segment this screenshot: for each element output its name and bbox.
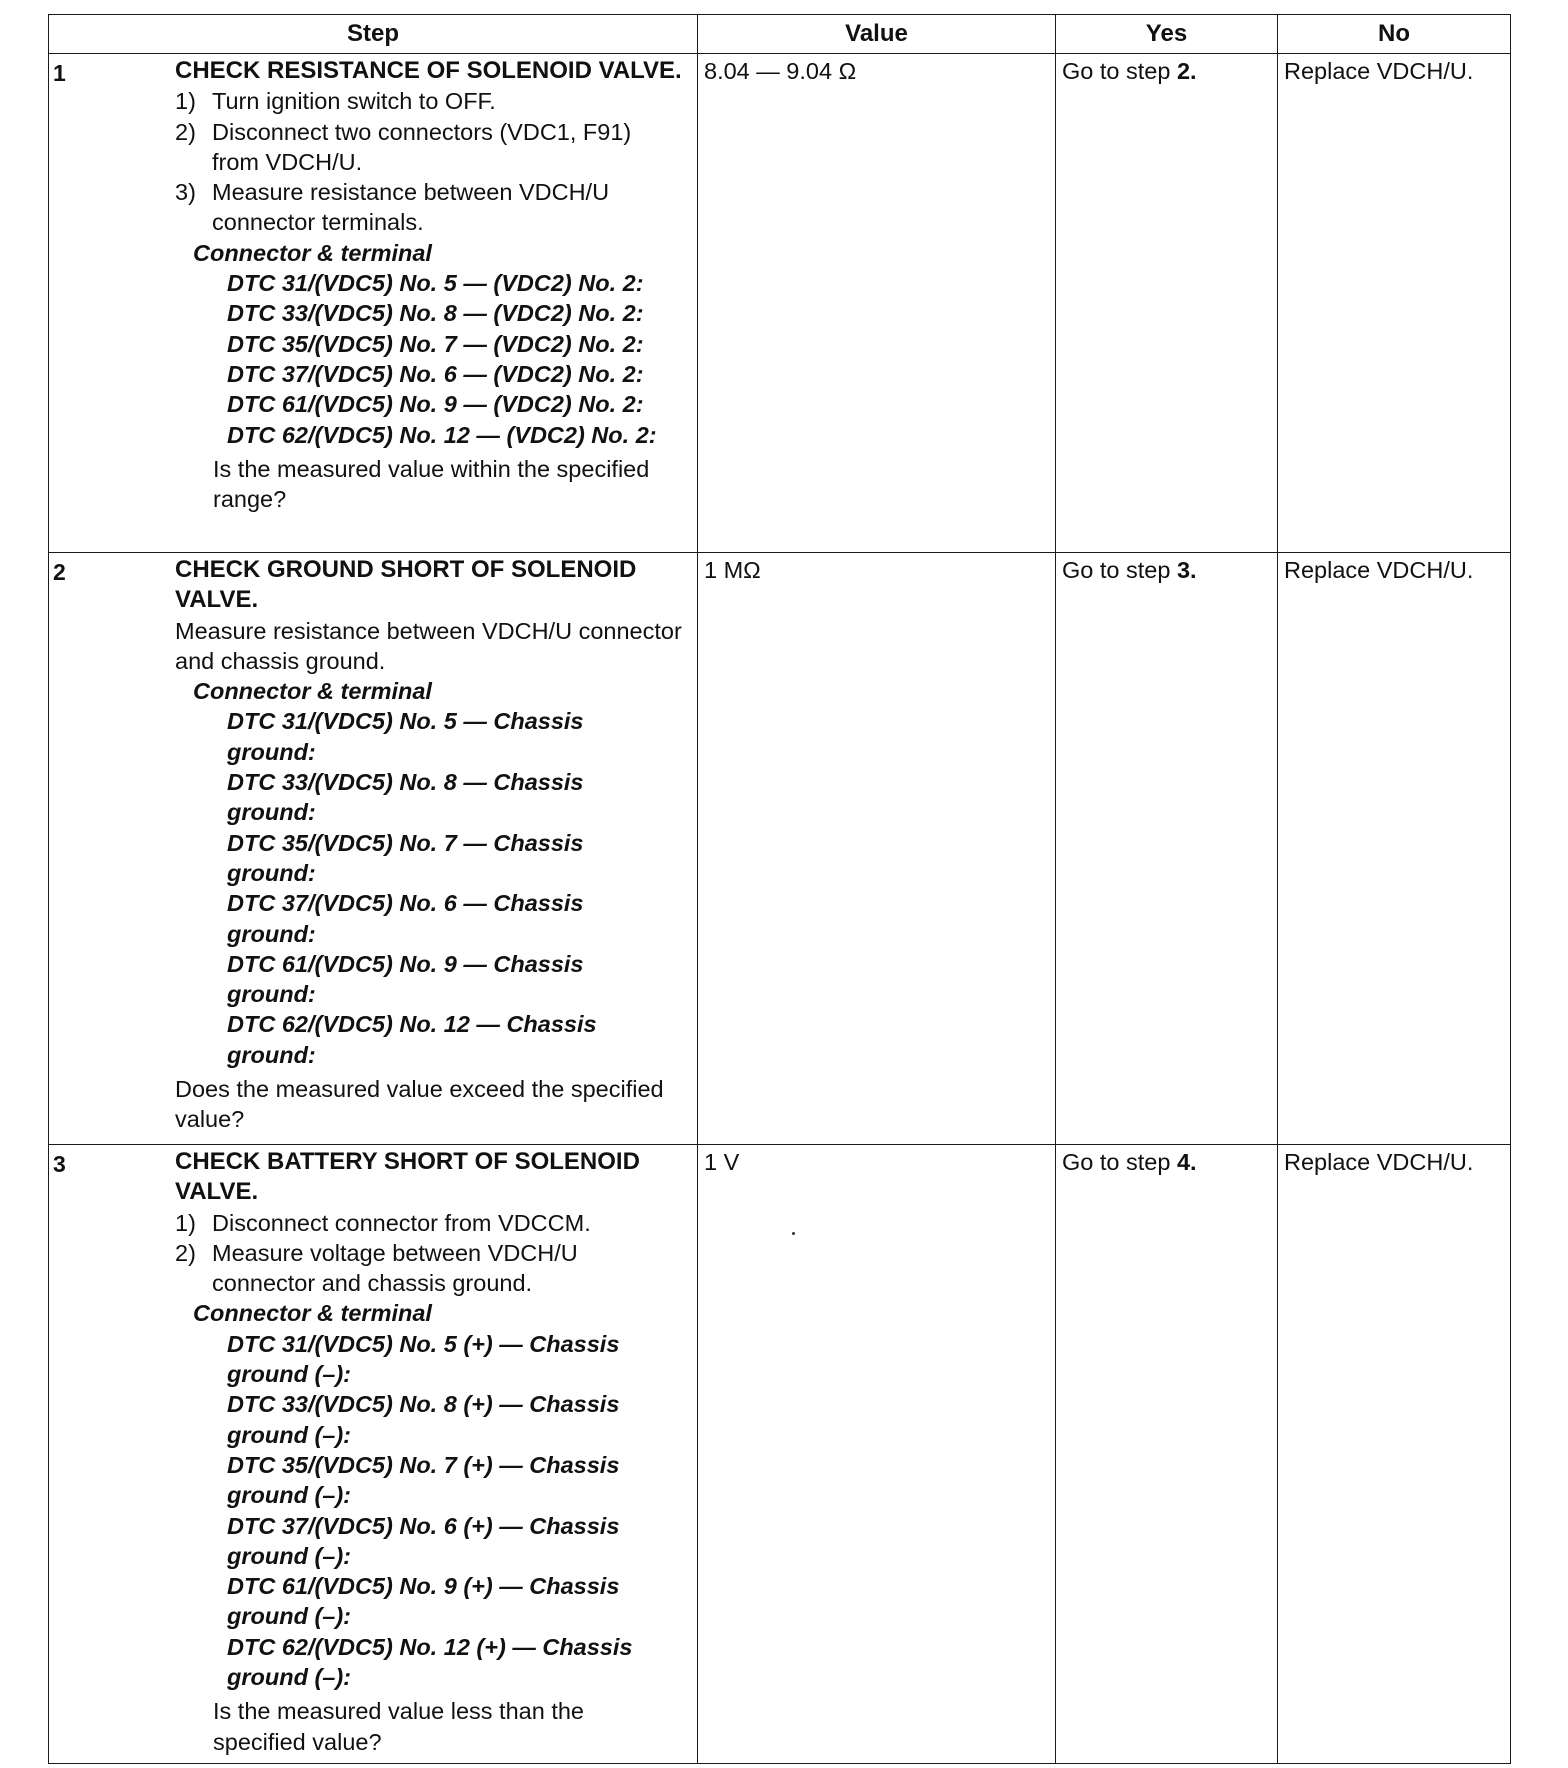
header-row xyxy=(49,15,1511,54)
terminal-item: DTC 37/(VDC5) No. 6 (+) — Chassis ground (–): xyxy=(227,1512,620,1569)
step-question: Is the measured value less than the specified value? xyxy=(213,1698,584,1755)
connector-terminal-heading: Connector & terminal xyxy=(193,239,432,266)
terminal-item: DTC 37/(VDC5) No. 6 — (VDC2) No. 2: xyxy=(227,360,644,387)
substep: 3) Measure resistance between VDCH/U connector terminals. xyxy=(175,179,610,236)
step-title: CHECK BATTERY SHORT OF SOLENOID VALVE. xyxy=(175,1148,640,1206)
step-number: 2 xyxy=(53,559,66,585)
terminal-item: DTC 62/(VDC5) No. 12 — (VDC2) No. 2: xyxy=(227,421,657,448)
terminal-item: DTC 35/(VDC5) No. 7 — Chassis ground: xyxy=(227,829,584,886)
diagnostic-table xyxy=(48,14,1511,1764)
header-no: No xyxy=(1278,15,1511,54)
header-value: Value xyxy=(698,15,1056,54)
substep: 1) Turn ignition switch to OFF. xyxy=(175,88,496,115)
terminal-item: DTC 62/(VDC5) No. 12 (+) — Chassis ground (–): xyxy=(227,1633,633,1691)
step-cell xyxy=(49,1145,698,1764)
terminal-item: DTC 33/(VDC5) No. 8 — (VDC2) No. 2: xyxy=(227,300,644,327)
table-row xyxy=(49,553,1511,1145)
connector-terminal-heading: Connector & terminal xyxy=(193,678,432,705)
substep: 1) Disconnect connector from VDCCM. xyxy=(175,1209,591,1236)
value-cell: 8.04 — 9.04 Ω xyxy=(698,54,1056,553)
yes-step-ref: 3. xyxy=(1176,557,1197,583)
step-intro: Measure resistance between VDCH/U connector and chassis ground. xyxy=(175,617,682,674)
value-cell: 1 MΩ xyxy=(698,553,1056,1145)
terminal-item: DTC 62/(VDC5) No. 12 — Chassis ground: xyxy=(227,1011,597,1068)
terminal-item: DTC 61/(VDC5) No. 9 (+) — Chassis ground (–): xyxy=(227,1573,620,1630)
terminal-item: DTC 33/(VDC5) No. 8 (+) — Chassis ground (–): xyxy=(227,1391,620,1448)
substep: 2) Measure voltage between VDCH/U connector and chassis ground. xyxy=(175,1239,578,1297)
step-number: 3 xyxy=(53,1151,66,1177)
terminal-item: DTC 33/(VDC5) No. 8 — Chassis ground: xyxy=(227,769,584,826)
terminal-list xyxy=(175,1329,691,1693)
value-cell: 1 V xyxy=(698,1145,1056,1764)
step-question: Does the measured value exceed the specified value? xyxy=(175,1076,664,1133)
terminal-list xyxy=(175,268,691,450)
yes-cell: Go to step 4. xyxy=(1056,1145,1278,1764)
terminal-item: DTC 35/(VDC5) No. 7 — (VDC2) No. 2: xyxy=(227,330,644,357)
yes-cell: Go to step 2. xyxy=(1056,54,1278,553)
terminal-item: DTC 61/(VDC5) No. 9 — Chassis ground: xyxy=(227,950,584,1008)
no-cell: Replace VDCH/U. xyxy=(1278,553,1511,1145)
terminal-list xyxy=(175,706,691,1070)
header-step: Step xyxy=(49,15,698,54)
step-title: CHECK GROUND SHORT OF SOLENOID VALVE. xyxy=(175,556,637,614)
step-title: CHECK RESISTANCE OF SOLENOID VALVE. xyxy=(175,57,682,84)
terminal-item: DTC 35/(VDC5) No. 7 (+) — Chassis ground (–): xyxy=(227,1451,620,1509)
header-yes: Yes xyxy=(1056,15,1278,54)
yes-cell: Go to step 3. xyxy=(1056,553,1278,1145)
terminal-item: DTC 31/(VDC5) No. 5 (+) — Chassis ground (–): xyxy=(227,1330,620,1388)
terminal-item: DTC 31/(VDC5) No. 5 — (VDC2) No. 2: xyxy=(227,270,644,297)
no-cell: Replace VDCH/U. xyxy=(1278,1145,1511,1764)
yes-step-ref: 2. xyxy=(1176,58,1197,84)
yes-step-ref: 4. xyxy=(1176,1149,1197,1175)
step-cell xyxy=(49,553,698,1145)
no-cell: Replace VDCH/U. xyxy=(1278,54,1511,553)
step-cell xyxy=(49,54,698,553)
step-question: Is the measured value within the specified range? xyxy=(213,455,650,513)
connector-terminal-heading: Connector & terminal xyxy=(193,1300,432,1327)
scan-speck xyxy=(792,1232,795,1235)
terminal-item: DTC 61/(VDC5) No. 9 — (VDC2) No. 2: xyxy=(227,391,644,418)
substep: 2) Disconnect two connectors (VDC1, F91) from VDCH/U. xyxy=(175,118,632,175)
table-row xyxy=(49,54,1511,553)
terminal-item: DTC 31/(VDC5) No. 5 — Chassis ground: xyxy=(227,708,584,765)
step-number: 1 xyxy=(53,60,66,86)
terminal-item: DTC 37/(VDC5) No. 6 — Chassis ground: xyxy=(227,890,584,947)
table-row xyxy=(49,1145,1511,1764)
